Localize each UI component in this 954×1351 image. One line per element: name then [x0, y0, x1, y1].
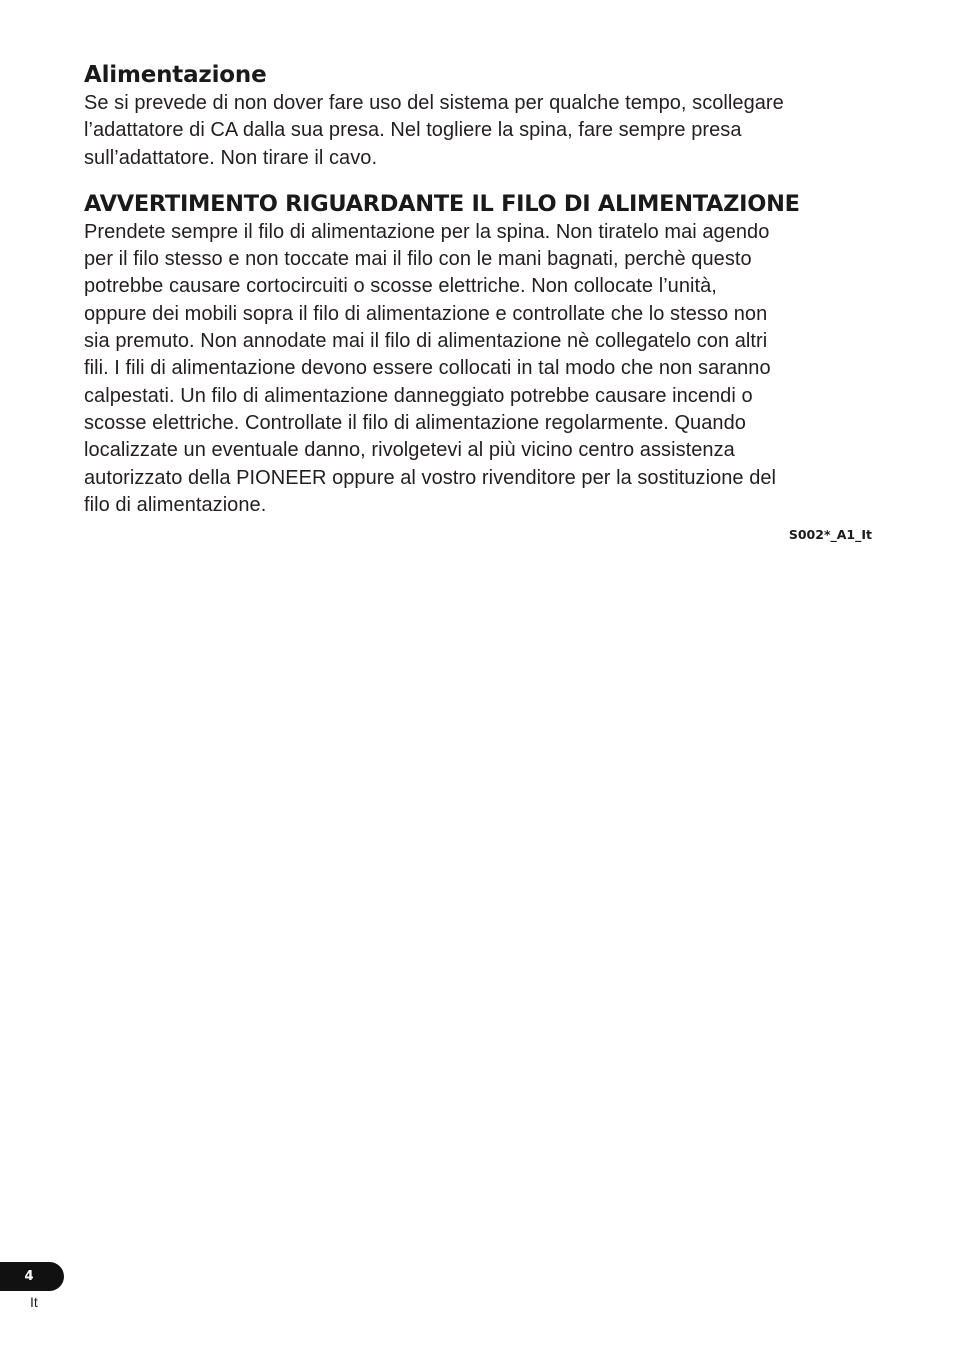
body-line: filo di alimentazione. [84, 493, 267, 516]
body-line: localizzate un eventuale danno, rivolgetevi al più vicino centro assistenza [84, 439, 735, 462]
body-line: l’adattatore di CA dalla sua presa. Nel togliere la spina, fare sempre presa [84, 119, 742, 142]
reference-code: S002*_A1_It [788, 527, 872, 542]
body-line: calpestati. Un filo di alimentazione danneggiato potrebbe causare incendi o [84, 384, 753, 407]
section-title-power-cord-warning: AVVERTIMENTO RIGUARDANTE IL FILO DI ALIMENTAZIONE [84, 190, 800, 217]
body-line: Prendete sempre il filo di alimentazione per la spina. Non tiratelo mai agendo [84, 220, 770, 243]
body-line: oppure dei mobili sopra il filo di alimentazione e controllate che lo stesso non [84, 302, 768, 325]
page-number-badge: 4 [0, 1262, 64, 1291]
section-body-power-cord-warning [84, 219, 874, 519]
body-line: autorizzato della PIONEER oppure al vostro rivenditore per la sostituzione del [84, 466, 777, 489]
section-title-alimentazione: Alimentazione [84, 62, 267, 88]
body-line: sia premuto. Non annodate mai il filo di alimentazione nè collegatelo con altri [84, 330, 768, 353]
body-line: fili. I fili di alimentazione devono essere collocati in tal modo che non saranno [84, 357, 771, 380]
body-line: scosse elettriche. Controllate il filo di alimentazione regolarmente. Quando [84, 411, 746, 434]
language-code: It [30, 1294, 38, 1310]
section-body-alimentazione [84, 90, 874, 172]
body-line: sull’adattatore. Non tirare il cavo. [84, 146, 378, 169]
body-line: Se si prevede di non dover fare uso del sistema per qualche tempo, scollegare [84, 92, 784, 114]
body-line: per il filo stesso e non toccate mai il filo con le mani bagnati, perchè questo [84, 248, 752, 271]
body-line: potrebbe causare cortocircuiti o scosse elettriche. Non collocate l’unità, [84, 275, 717, 298]
page-content [84, 60, 874, 519]
